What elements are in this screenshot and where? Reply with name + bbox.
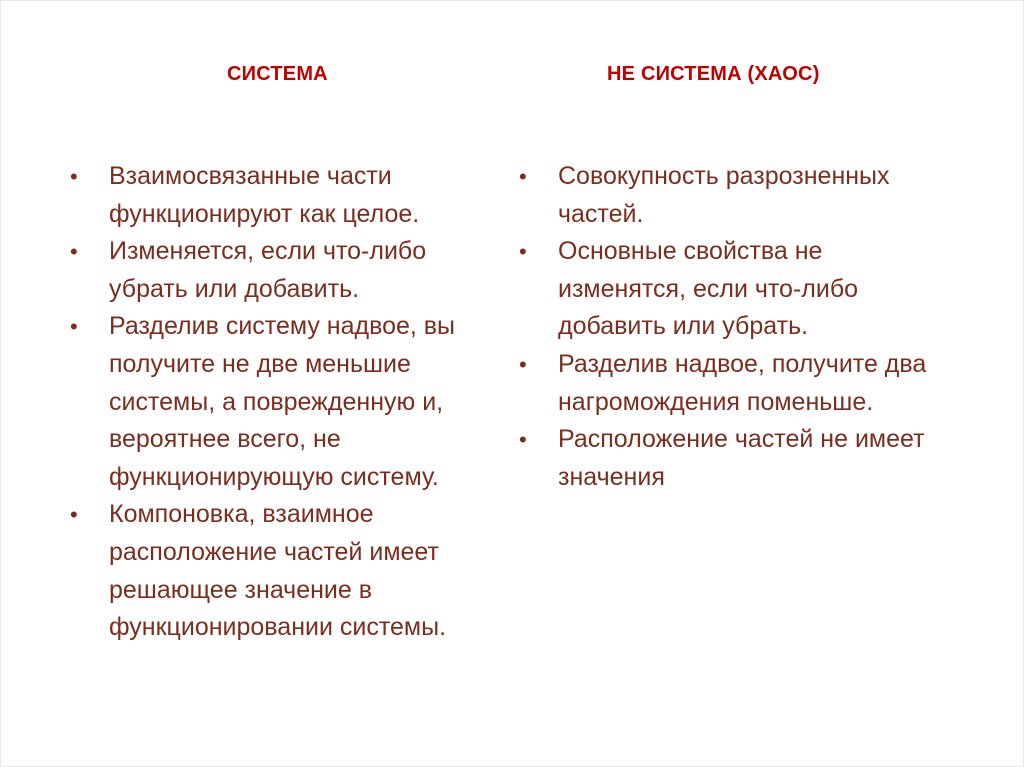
list-item-text: Совокупность разрозненных частей. (558, 162, 890, 228)
bullet-icon: • (519, 239, 527, 265)
bullet-icon: • (70, 314, 78, 340)
bullet-icon: • (519, 351, 527, 377)
list-chaos-properties (511, 158, 950, 496)
list-item-text: Основные свойства не изменятся, если что-либо добавить или убрать. (558, 237, 859, 341)
list-item (511, 421, 950, 496)
bullet-icon: • (70, 502, 78, 528)
list-item-text: Расположение частей не имеет значения (558, 425, 925, 491)
bullet-icon: • (70, 164, 78, 189)
list-item (62, 496, 499, 646)
bullet-icon: • (70, 239, 78, 265)
list-item-text: Взаимосвязанные части функционируют как целое. (109, 162, 420, 228)
bullet-icon: • (519, 427, 527, 453)
list-item (511, 346, 950, 421)
list-item-text: Изменяется, если что-либо убрать или добавить. (109, 237, 427, 303)
list-item (62, 158, 499, 233)
list-item-text: Разделив надвое, получите два нагромождения поменьше. (558, 349, 927, 416)
heading-system: СИСТЕМА (227, 63, 328, 85)
list-item-text: Компоновка, взаимное расположение частей имеет решающее значение в функционировании системы. (109, 500, 447, 642)
bullet-icon: • (519, 164, 527, 189)
list-system-properties (62, 158, 499, 647)
list-item (511, 158, 950, 233)
list-item (62, 308, 499, 496)
heading-not-system: НЕ СИСТЕМА (ХАОС) (607, 63, 820, 85)
list-item (62, 233, 499, 308)
list-item (511, 233, 950, 346)
list-item-text: Разделив систему надвое, вы получите не две меньшие системы, а поврежденную и, вероятнее всего, не функционирующую систему. (109, 312, 456, 491)
